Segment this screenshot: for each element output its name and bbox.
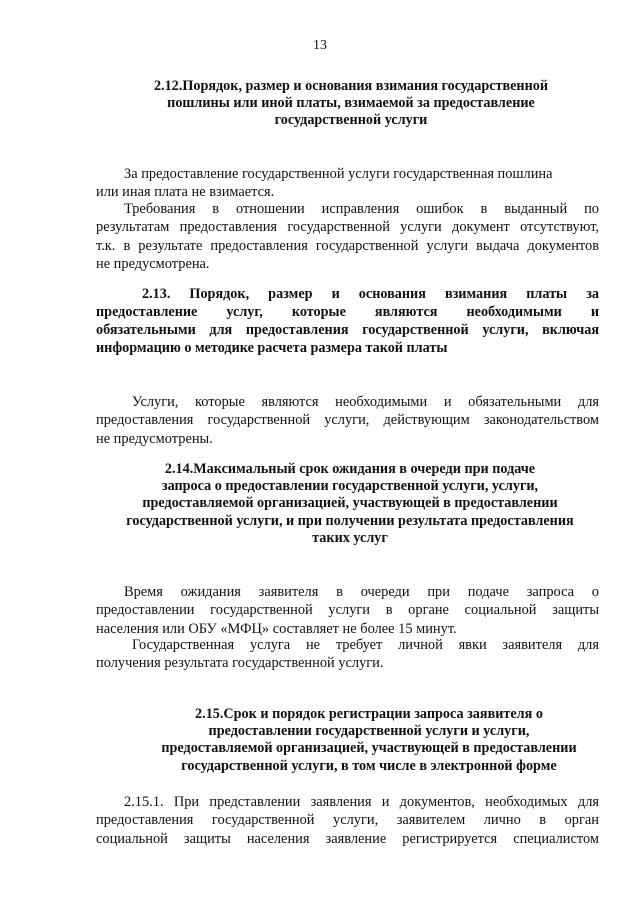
heading-line: таких услуг xyxy=(312,529,388,546)
section-2-12-paragraph-2 xyxy=(96,200,599,273)
heading-line: государственной услуги, в том числе в электронной форме xyxy=(181,757,557,774)
text-line: За предоставление государственной услуги государственная пошлина xyxy=(124,166,553,182)
text-line: не предусмотрены. xyxy=(96,430,213,447)
section-2-15-paragraph-1 xyxy=(96,793,599,848)
heading-line: предоставление услуг, которые являются необходимыми и xyxy=(96,304,599,320)
page-number: 13 xyxy=(313,38,327,53)
section-2-12-paragraph-1 xyxy=(96,165,599,202)
text-line: предоставления государственной услуги, заявителем лично в орган xyxy=(96,812,599,829)
heading-line: предоставляемой организацией, участвующей в предоставлении xyxy=(161,740,577,757)
text-line: Услуги, которые являются необходимыми и обязательными для xyxy=(132,394,599,410)
text-line: населения или ОБУ «МФЦ» составляет не более 15 минут. xyxy=(96,620,457,637)
heading-line: информацию о методике расчета размера такой платы xyxy=(96,340,448,356)
text-line: социальной защиты населения заявление регистрируется специалистом xyxy=(96,830,599,847)
section-2-13-paragraph-1 xyxy=(96,393,599,448)
heading-line: 2.12.Порядок, размер и основания взимания государственной xyxy=(153,78,549,94)
section-2-12-heading xyxy=(118,78,584,130)
heading-line: предоставлении государственной услуги и услуги, xyxy=(208,723,530,740)
section-2-15-heading xyxy=(104,706,634,775)
heading-line: пошлины или иной платы, взимаемой за предоставление xyxy=(167,95,535,112)
section-2-14-heading xyxy=(90,461,610,547)
heading-line: государственной услуги xyxy=(274,112,428,129)
heading-line: обязательными для предоставления государственной услуги, включая xyxy=(96,322,599,338)
text-line: Время ожидания заявителя в очереди при подаче запроса о xyxy=(124,584,599,600)
heading-line: государственной услуги, и при получении результата предоставления xyxy=(126,512,574,529)
heading-line: 2.13. Порядок, размер и основания взимания платы за xyxy=(142,286,599,302)
heading-line: 2.14.Максимальный срок ожидания в очереди при подаче xyxy=(164,461,536,477)
text-line: получения результата государственной услуги. xyxy=(96,655,384,672)
text-line: т.к. в результате предоставления государственной услуги выдача документов xyxy=(96,237,599,254)
section-2-13-heading xyxy=(96,285,599,357)
heading-line: 2.15.Срок и порядок регистрации запроса заявителя о xyxy=(195,706,543,722)
text-line: или иная плата не взимается. xyxy=(96,184,275,201)
text-line: не предусмотрена. xyxy=(96,255,210,272)
heading-line: запроса о предоставлении государственной услуги, услуги, xyxy=(161,478,539,495)
text-line: Требования в отношении исправления ошибок в выданный по xyxy=(124,201,599,217)
text-line: предоставлении государственной услуги в органе социальной защиты xyxy=(96,602,599,619)
heading-line: предоставляемой организацией, участвующей в предоставлении xyxy=(142,495,558,512)
text-line: 2.15.1. При представлении заявления и документов, необходимых для xyxy=(124,794,599,810)
text-line: результатам предоставления государственной услуги документ отсутствуют, xyxy=(96,219,599,236)
text-line: предоставления государственной услуги, действующим законодательством xyxy=(96,412,599,429)
section-2-14-paragraph-2 xyxy=(96,636,599,673)
section-2-14-paragraph-1 xyxy=(96,583,599,638)
text-line: Государственная услуга не требует личной явки заявителя для xyxy=(132,637,599,653)
